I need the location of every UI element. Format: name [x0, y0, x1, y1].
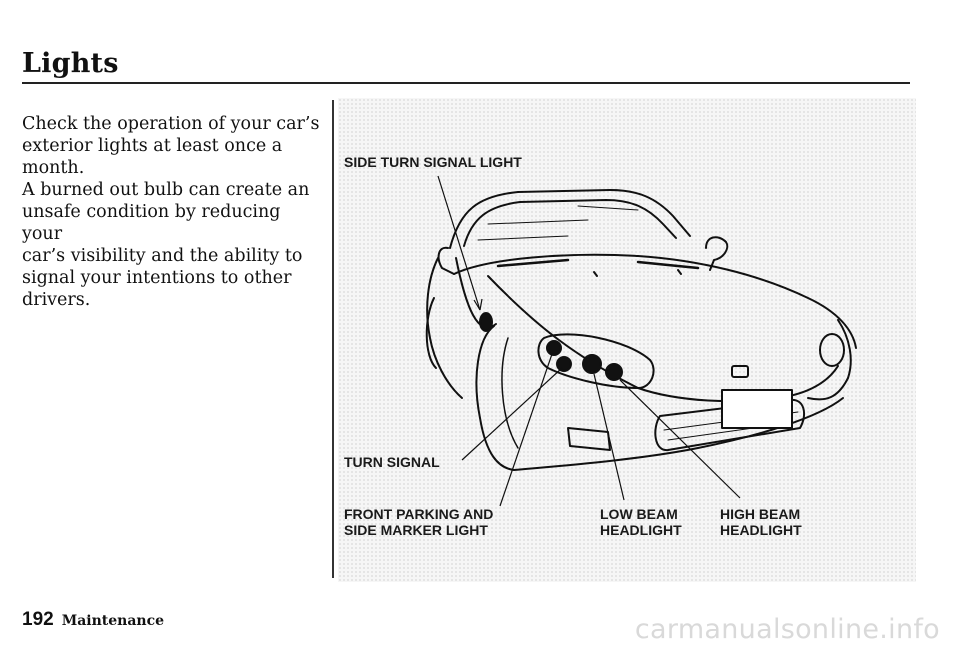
label-turn-signal: TURN SIGNAL [344, 454, 440, 470]
car-lights-illustration [338, 98, 916, 582]
wheel-inner [502, 338, 518, 448]
fog-recess [568, 428, 610, 450]
left-body-outline [427, 258, 462, 398]
label-low-beam [600, 506, 682, 538]
windshield-glare [478, 206, 638, 240]
label-high-beam [720, 506, 802, 538]
label-side-turn-signal: SIDE TURN SIGNAL LIGHT [344, 154, 522, 170]
wipers [498, 260, 698, 268]
label-high-beam-line2: HEADLIGHT [720, 522, 802, 538]
emblem [732, 366, 748, 377]
label-high-beam-line1: HIGH BEAM [720, 506, 801, 522]
label-front-parking [344, 506, 493, 538]
front-parking-leader [500, 354, 552, 506]
label-front-parking-line1: FRONT PARKING AND [344, 506, 494, 522]
side-turn-signal-lamp [480, 313, 492, 331]
right-headlight-lens [820, 334, 844, 366]
washer-nozzles [594, 270, 681, 276]
section-name: Maintenance [61, 613, 165, 629]
label-low-beam-line2: HEADLIGHT [600, 522, 682, 538]
hood-center-line [488, 276, 838, 401]
turn-signal-lamp [557, 357, 571, 371]
low-beam-leader [594, 374, 624, 500]
intro-paragraph: Check the operation of your car’s exterior lights at least once a month. A burned out bulb can create an unsafe condition by reducing your car’s visibility and the ability to signal your intentions to other drivers. [22, 114, 320, 310]
column-divider [332, 100, 334, 578]
page-number: 192 [22, 609, 54, 630]
watermark: carmanualsonline.info [634, 614, 940, 645]
label-front-parking-line2: SIDE MARKER LIGHT [344, 522, 488, 538]
front-wheel-arc [476, 326, 514, 470]
bumper-edge [514, 398, 843, 470]
front-parking-lamp [547, 341, 561, 355]
high-beam-lamp [606, 364, 622, 380]
license-plate [722, 390, 792, 428]
side-turn-leader [438, 176, 480, 310]
page-title: Lights [22, 48, 119, 79]
label-low-beam-line1: LOW BEAM [600, 506, 678, 522]
page-footer [22, 609, 164, 631]
left-mirror [439, 248, 454, 274]
low-beam-lamp [583, 355, 601, 373]
header-rule [22, 82, 910, 84]
